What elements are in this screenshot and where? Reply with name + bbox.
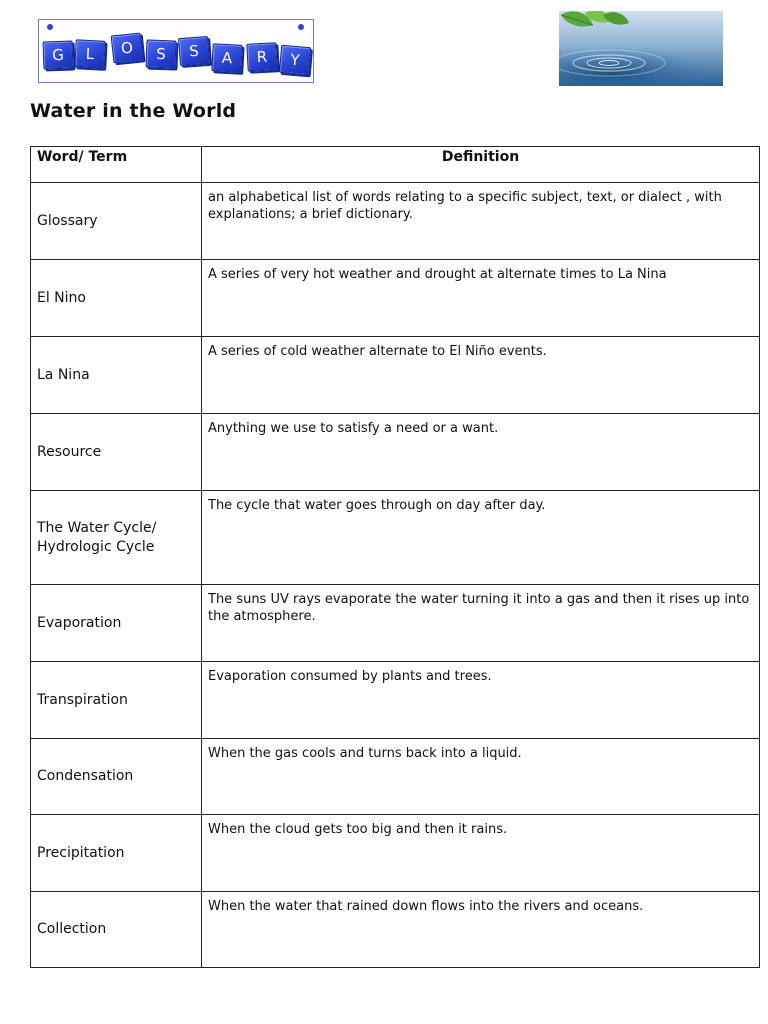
definition-cell: When the gas cools and turns back into a liquid.: [202, 739, 760, 815]
logo-block-s: S: [146, 39, 177, 68]
table-row: [31, 739, 760, 815]
table-row: [31, 337, 760, 414]
glossary-logo: [38, 19, 314, 83]
definition-cell: Anything we use to satisfy a need or a want.: [202, 414, 760, 491]
term-cell: Collection: [31, 892, 202, 968]
table-row: [31, 892, 760, 968]
page-title: Water in the World: [30, 100, 237, 122]
definition-cell: A series of cold weather alternate to El Niño events.: [202, 337, 760, 414]
table-row: [31, 585, 760, 662]
table-row: [31, 815, 760, 892]
logo-block-r: R: [246, 42, 277, 72]
water-ripple-image: [559, 11, 723, 86]
term-cell: [31, 491, 202, 585]
definition-cell: When the cloud gets too big and then it rains.: [202, 815, 760, 892]
logo-dot: [47, 24, 53, 30]
logo-dot: [298, 24, 304, 30]
definition-column-header: Definition: [202, 147, 760, 183]
definition-cell: an alphabetical list of words relating to a specific subject, text, or dialect , with explanations; a brief dictionary.: [202, 183, 760, 260]
water-drop-photo: [559, 11, 723, 86]
logo-block-a: A: [211, 43, 242, 73]
logo-block-g: G: [43, 40, 74, 69]
definition-cell: Evaporation consumed by plants and trees.: [202, 662, 760, 739]
glossary-table: [30, 146, 760, 968]
term-cell: Condensation: [31, 739, 202, 815]
table-header-row: [31, 147, 760, 183]
term-cell: Evaporation: [31, 585, 202, 662]
definition-cell: When the water that rained down flows into the rivers and oceans.: [202, 892, 760, 968]
term-cell: El Nino: [31, 260, 202, 337]
logo-block-l: L: [74, 39, 105, 69]
table-row: [31, 662, 760, 739]
term-cell: Precipitation: [31, 815, 202, 892]
term-cell: Transpiration: [31, 662, 202, 739]
term-cell: Glossary: [31, 183, 202, 260]
term-column-header: Word/ Term: [31, 147, 202, 183]
definition-cell: A series of very hot weather and drought at alternate times to La Nina: [202, 260, 760, 337]
table-row: [31, 183, 760, 260]
table-row: [31, 491, 760, 585]
term-text: The Water Cycle/ Hydrologic Cycle: [37, 519, 157, 555]
definition-cell: The cycle that water goes through on day after day.: [202, 491, 760, 585]
logo-block-y: Y: [279, 45, 311, 76]
logo-block-o: O: [111, 33, 144, 64]
term-cell: La Nina: [31, 337, 202, 414]
logo-block-s2: S: [178, 36, 210, 66]
table-row: [31, 260, 760, 337]
definition-cell: The suns UV rays evaporate the water turning it into a gas and then it rises up into the atmosphere.: [202, 585, 760, 662]
term-cell: Resource: [31, 414, 202, 491]
table-row: [31, 414, 760, 491]
